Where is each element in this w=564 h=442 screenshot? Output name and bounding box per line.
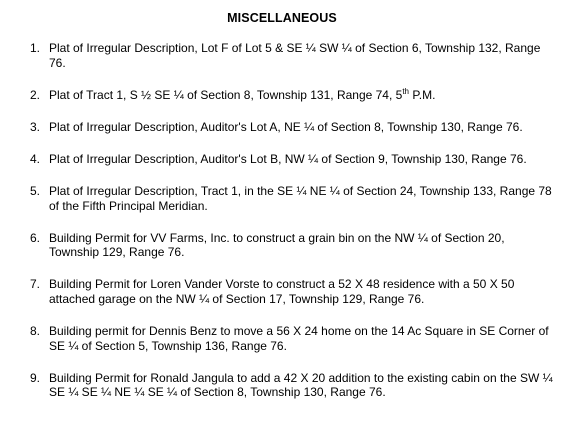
ordinal-suffix: th xyxy=(402,86,409,96)
item-text: Plat of Irregular Description, Auditor's Lot A, NE ¼ of Section 8, Township 130, Range 76. xyxy=(49,119,523,134)
item-number: 9. xyxy=(30,370,41,385)
item-text: Building Permit for VV Farms, Inc. to construct a grain bin on the NW ¼ of Section 20, Township 129, Range 76. xyxy=(49,230,505,260)
item-text xyxy=(49,88,554,103)
document-title: MISCELLANEOUS xyxy=(227,11,337,25)
item-text-end: P.M. xyxy=(409,87,436,102)
list-item-4 xyxy=(24,152,554,167)
item-text: Plat of Irregular Description, Lot F of Lot 5 & SE ¼ SW ¼ of Section 6, Township 132, Range 76. xyxy=(49,41,541,70)
item-number: 5. xyxy=(30,183,41,198)
item-text: Building permit for Dennis Benz to move a 56 X 24 home on the 14 Ac Square in SE Corner of SE ¼ of Section 5, Township 136, Range 76. xyxy=(49,324,549,353)
list-item-9 xyxy=(24,371,554,400)
item-number: 1. xyxy=(30,41,41,55)
item-number: 2. xyxy=(30,87,41,102)
list-item-7 xyxy=(24,277,554,306)
item-text: Plat of Irregular Description, Auditor's Lot B, NW ¼ of Section 9, Township 130, Range 76. xyxy=(49,151,527,166)
item-number: 7. xyxy=(30,277,41,292)
list-item-8 xyxy=(24,324,554,353)
list-item-3 xyxy=(24,120,554,135)
item-text: Building Permit for Ronald Jangula to add a 42 X 20 addition to the existing cabin on the SW ¼ SE ¼ SE ¼ NE ¼ SE ¼ of Section 8, Township 130, Range 76. xyxy=(49,370,553,400)
item-number: 3. xyxy=(30,119,41,134)
list-item-6 xyxy=(24,231,554,260)
list-item-5 xyxy=(24,184,554,213)
item-number: 6. xyxy=(30,230,41,245)
item-number: 4. xyxy=(30,151,41,166)
list-item-1 xyxy=(24,41,554,70)
item-number: 8. xyxy=(30,324,41,339)
item-text: Building Permit for Loren Vander Vorste to construct a 52 X 48 residence with a 50 X 50 attached garage on the NW ¼ of Section 17, Township 129, Range 76. xyxy=(49,277,515,306)
list-item-2 xyxy=(24,88,554,103)
item-list xyxy=(24,41,554,417)
item-text-main: Plat of Tract 1, S ½ SE ¼ of Section 8, Township 131, Range 74, 5 xyxy=(49,87,403,102)
item-text: Plat of Irregular Description, Tract 1, in the SE ¼ NE ¼ of Section 24, Township 133, Range 78 of the Fifth Principal Meridian. xyxy=(49,183,552,213)
